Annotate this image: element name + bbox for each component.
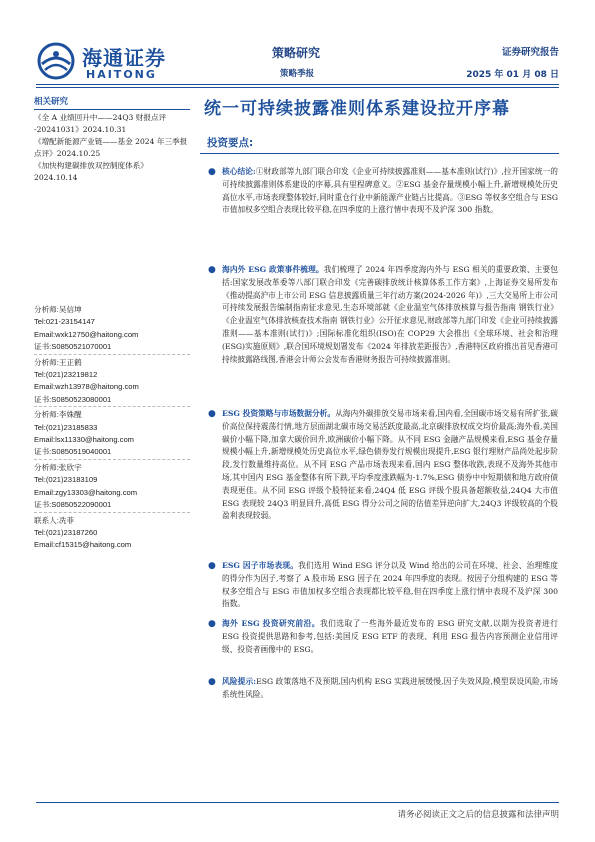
analyst-tel: Tel:(021)23219812 xyxy=(34,370,98,380)
analyst-cert: 证书:S0850523080001 xyxy=(34,394,112,404)
analyst-card xyxy=(34,409,190,460)
key-point xyxy=(206,560,558,612)
analyst-email[interactable]: Email:wxk12750@haitong.com xyxy=(34,329,139,339)
key-point-lead: 海外 ESG 投资研究前沿。 xyxy=(222,619,320,628)
key-point xyxy=(206,618,558,670)
contact-tel: Tel:(021)23187260 xyxy=(34,527,98,537)
analyst-cert: 证书:S0850522090001 xyxy=(34,500,112,510)
abstract-heading: 投资要点: xyxy=(207,137,254,149)
related-item[interactable]: 《增配新能源产业链——基金 2024 年三季报点评》2024.10.25 xyxy=(34,137,188,158)
page-title: 统一可持续披露准则体系建设拉开序幕 xyxy=(204,99,510,119)
abstract-header xyxy=(200,126,559,156)
key-point xyxy=(206,676,558,704)
analyst-email[interactable]: Email:wzh13978@haitong.com xyxy=(34,382,139,392)
logo-text-en: HAITONG xyxy=(86,68,157,81)
key-point xyxy=(206,264,558,402)
logo xyxy=(36,38,176,84)
related-research-heading: 相关研究 xyxy=(34,96,190,110)
analyst-cert: 证书:S0850519040001 xyxy=(34,447,112,457)
analyst-name: 分析师:王正鹤 xyxy=(34,357,82,367)
key-point-text: 我们梳理了 2024 年四季度海内外与 ESG 相关的重要政策、主要包括:国家发展改革委等八部门联合印发《完善碳排放统计核算体系工作方案》,上海证券交易所发布《推动提高沪市上市公司 ESG 信息披露质量三年行动方案(2024-2026 年)》,三大交易所上市公司可持续发展报告编制指南征求意见,生态环境部就《企业温室气体排放核算与报告指南 钢铁行业》《企业温室气体排放核查技术指南 钢铁行业》公开征求意见,财政部等九部门印发《企业可持续披露准则——基本准则(试行)》;国际标准化组织(ISO)在 COP29 大会推出《全球环境、社会和治理(ESG)实施原则》,联合国环境规划署发布《2024 年排放差距报告》,香港特区政府推出首见香港可持续披露路线图,香港会计师公会发布香港财务报告可持续披露准则。 xyxy=(222,265,558,364)
key-point-lead: 核心结论: xyxy=(222,167,256,176)
contact-name: 联系人:冼菲 xyxy=(34,515,75,525)
key-point xyxy=(206,166,558,258)
logo-text-cn: 海通证券 xyxy=(82,46,166,70)
key-points xyxy=(206,166,558,710)
contact-email[interactable]: Email:cf15315@haitong.com xyxy=(34,540,132,550)
key-point-text: ESG 政策落地不及预期,国内机构 ESG 实践进展缓慢,因子失效风险,模型误设风险,市场系统性风险。 xyxy=(222,677,558,699)
analyst-tel: Tel:021-23154147 xyxy=(34,317,95,327)
key-point-text: 我们选用 Wind ESG 评分以及 Wind 给出的公司在环境、社会、治理维度的得分作为因子,考察了 A 股市场 ESG 因子在 2024 年四季度的表现。按因子分组构建的 ESG 等权多空组合与 ESG 市值加权多空组合表现都比较平稳,但在四季度上涨行情中表现不及沪深 300 指数。 xyxy=(222,561,558,609)
analyst-name: 分析师:吴信坤 xyxy=(34,305,82,314)
bullet-icon: ● xyxy=(208,409,216,419)
key-point-text: ①财政部等九部门联合印发《企业可持续披露准则——基本准则(试行)》,拉开国家统一的可持续披露准则体系建设的序幕,具有里程碑意义。②ESG 基金存量规模小幅上升,新增规模处历史高位水平,市场表现整体较好,同时重仓行业中新能源产业链占比提高。③ESG 等权多空组合与 ESG 市值加权多空组合表现比较平稳,在四季度的上涨行情中表现不及沪深 300 指数。 xyxy=(222,167,558,215)
related-research xyxy=(34,96,190,184)
haitong-logo-icon xyxy=(36,42,76,80)
header-divider-thin xyxy=(36,87,559,88)
header-divider xyxy=(36,84,559,85)
analyst-email[interactable]: Email:lsx11330@haitong.com xyxy=(34,435,135,445)
footer-divider xyxy=(36,802,559,803)
analyst-tel: Tel:(021)23185833 xyxy=(34,422,98,432)
bullet-icon: ● xyxy=(208,561,216,571)
analyst-email[interactable]: Email:zgy13303@haitong.com xyxy=(34,487,138,497)
key-point-lead: 风险提示: xyxy=(222,677,257,686)
key-point-text: 从海内外碳排放交易市场来看,国内看,全国碳市场交易有所扩张,碳价高位保持震荡行情,地方层面湖北碳市场交易活跃度最高,北京碳排放权成交均价最高;海外看,美国碳价小幅下降,加拿大碳价回升,欧洲碳价小幅下降。从不同 ESG 金融产品规模来看,ESG 基金存量规模小幅上升,新增规模处历史高位水平,绿色债券发行规模出现提升,ESG 银行理财产品尚处起步阶段,发行数量维持高位。从不同 ESG 产品市场表现来看,国内 ESG 整体收跌,表现不及海外其他市场,其中国内 ESG 基金整体有所下跌,平均季度涨跌幅为-1.7%,ESG 债券中中短期债和地方政府债表现更佳。从不同 ESG 评级个股特征来看,24Q4 低 ESG 评级个股具备超额收益,24Q4 大市值 ESG 表现较 24Q3 明显回升,高低 ESG 得分公司之间的估值差异逆向扩大,24Q3 评级较高的个股盈利表现较弱。 xyxy=(222,409,558,521)
analyst-name: 分析师:张欣宇 xyxy=(34,462,82,472)
contact-card xyxy=(34,515,190,552)
disclaimer-footer: 请务必阅读正文之后的信息披露和法律声明 xyxy=(397,810,559,820)
analyst-tel: Tel:(021)23183109 xyxy=(34,475,98,485)
abstract-divider xyxy=(200,153,559,154)
analyst-cert: 证书:S0850521070001 xyxy=(34,342,112,352)
bullet-icon: ● xyxy=(208,167,216,177)
analyst-card xyxy=(34,462,190,513)
key-point-lead: ESG 投资策略与市场数据分析。 xyxy=(222,409,336,418)
related-item[interactable]: 《全 A 业绩回升中——24Q3 财报点评 -20241031》2024.10.31 xyxy=(34,113,167,134)
key-point-lead: 海内外 ESG 政策事件梳理。 xyxy=(222,265,324,274)
key-point-text: 我们选取了一些海外最近发布的 ESG 研究文献,以期为投资者进行 ESG 投资提供思路和参考,包括:美国反 ESG ETF 的表现、利用 ESG 报告内容预测企业信用评级、投资者画像中的 ESG。 xyxy=(222,619,558,654)
report-type: 证券研究报告 xyxy=(501,47,559,58)
analyst-card xyxy=(34,357,190,408)
report-subcategory: 策略季报 xyxy=(280,69,315,79)
report-category: 策略研究 xyxy=(272,46,321,60)
analyst-card xyxy=(34,304,190,355)
bullet-icon: ● xyxy=(208,677,216,687)
key-point xyxy=(206,408,558,554)
bullet-icon: ● xyxy=(208,265,216,275)
key-point-lead: ESG 因子市场表现。 xyxy=(222,561,299,570)
related-item[interactable]: 《加快构建碳排放双控制度体系》 2024.10.14 xyxy=(34,161,148,182)
bullet-icon: ● xyxy=(208,619,216,629)
report-date: 2025 年 01 月 08 日 xyxy=(466,70,559,80)
analyst-list xyxy=(34,304,190,554)
analyst-name: 分析师:李姝醒 xyxy=(34,410,82,420)
